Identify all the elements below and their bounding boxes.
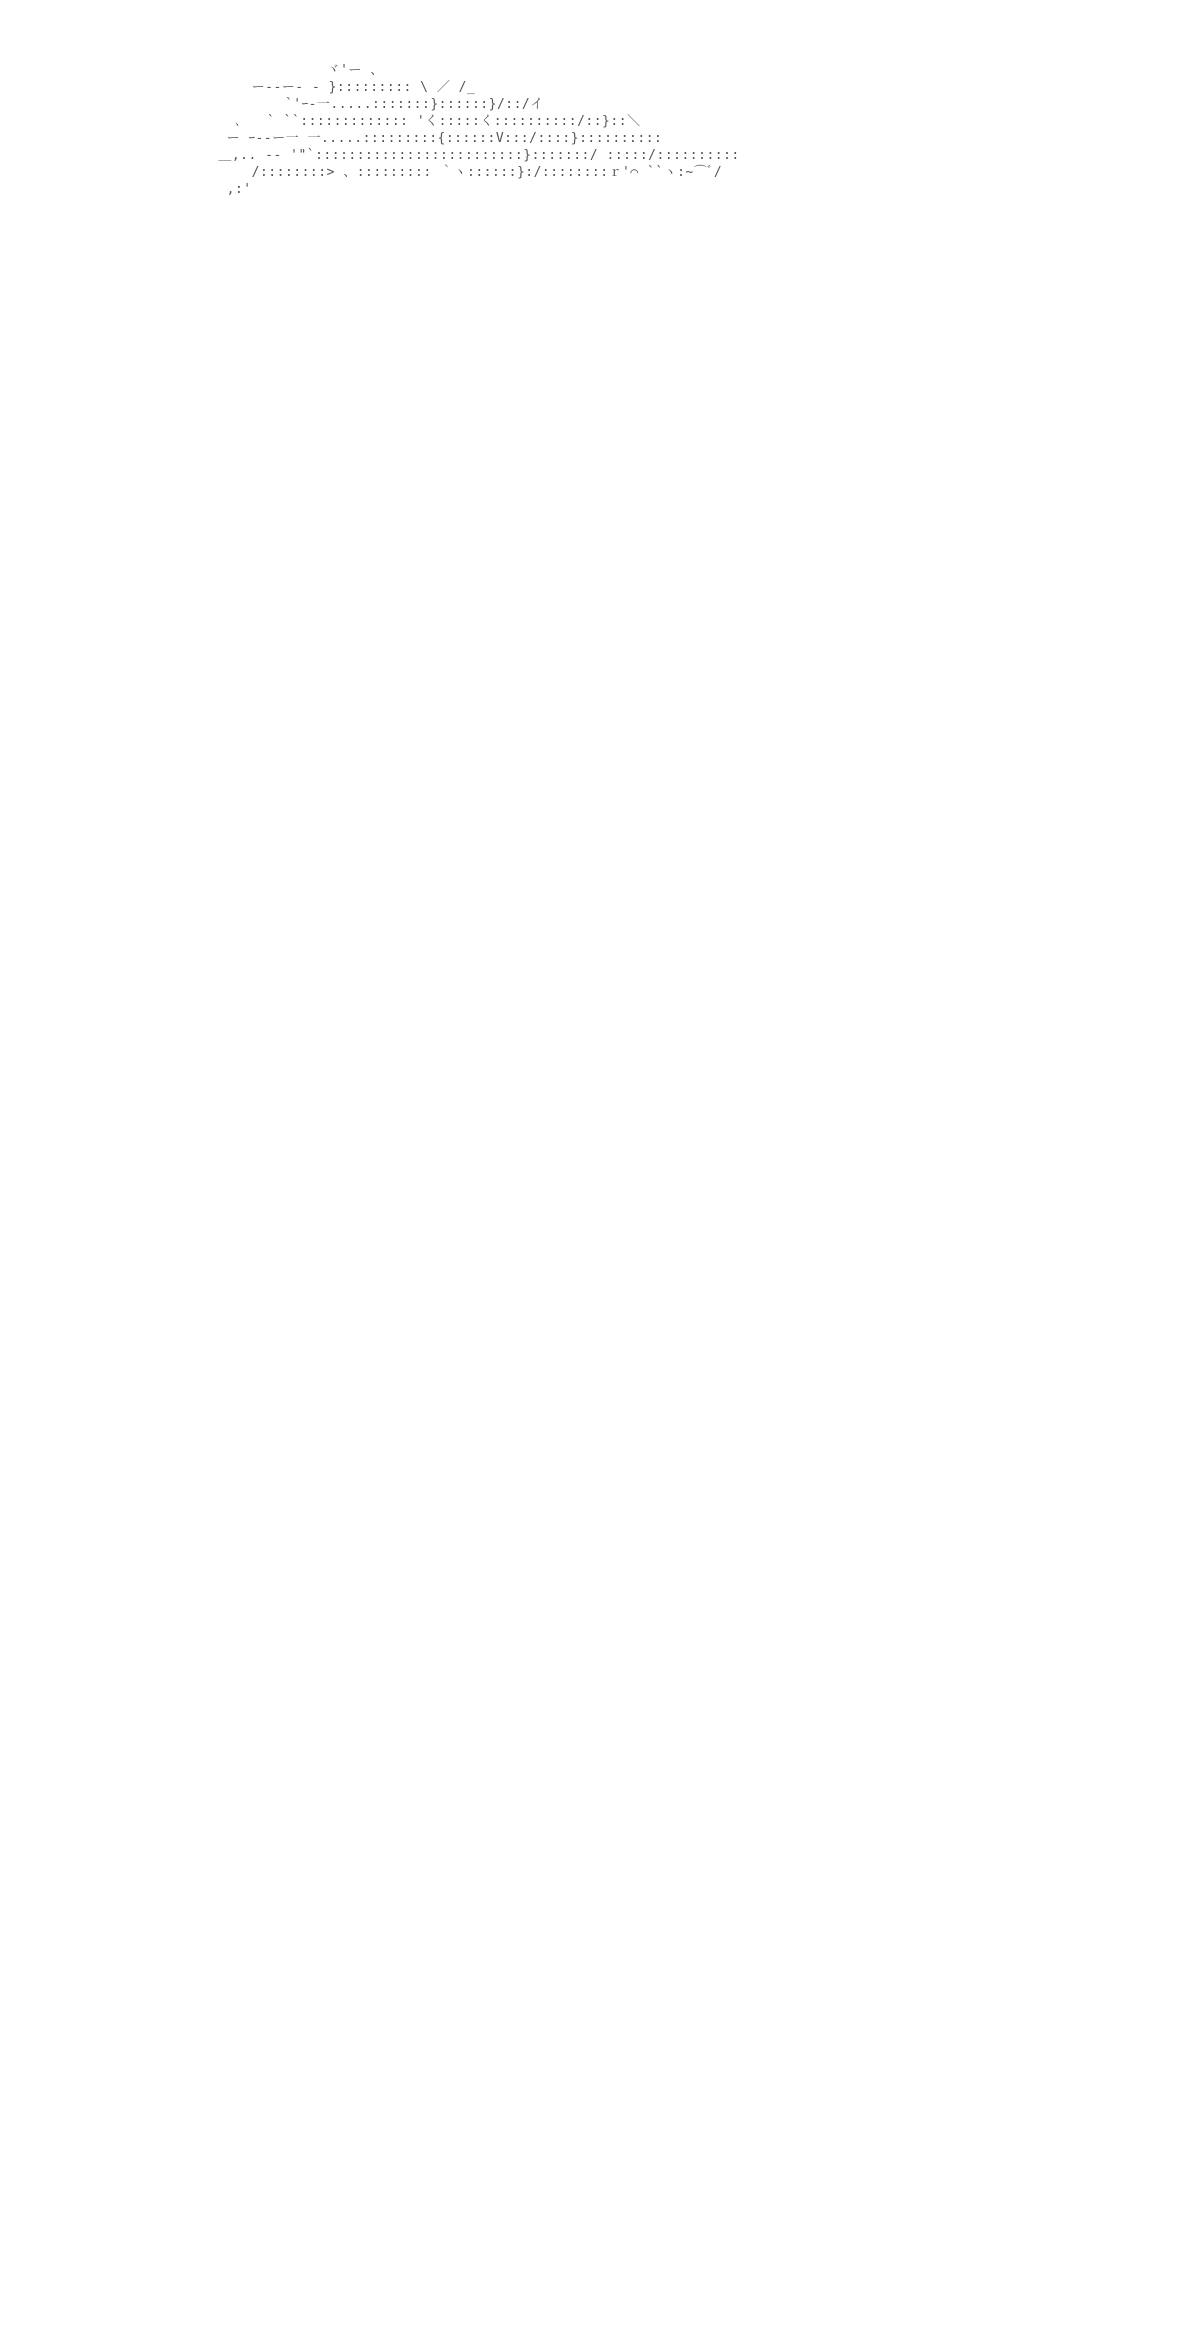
ascii-art-face: ヾ'ー 、 ー--ー- ‐ }::::::::: \ ／ /_ `'ｰ‐一.....:::::::}::::::}/::/イ ､ ` ``::::::::::::: 'く:::::く::::::::::/::}::＼ ー ｰ--ー一 一.....:::::::::{::::::V:::/::::}:::::::::: ＿,.. -‐ '"`:::::::::::::::::::::::::}:::::::/ :::::/:::::::::: /::::::::> 、::::::::: ｀ヽ::::::}:/::::::::ｒ'⌒ ``ヽ:~⌒ﾞ/ ,:': [218, 63, 740, 197]
